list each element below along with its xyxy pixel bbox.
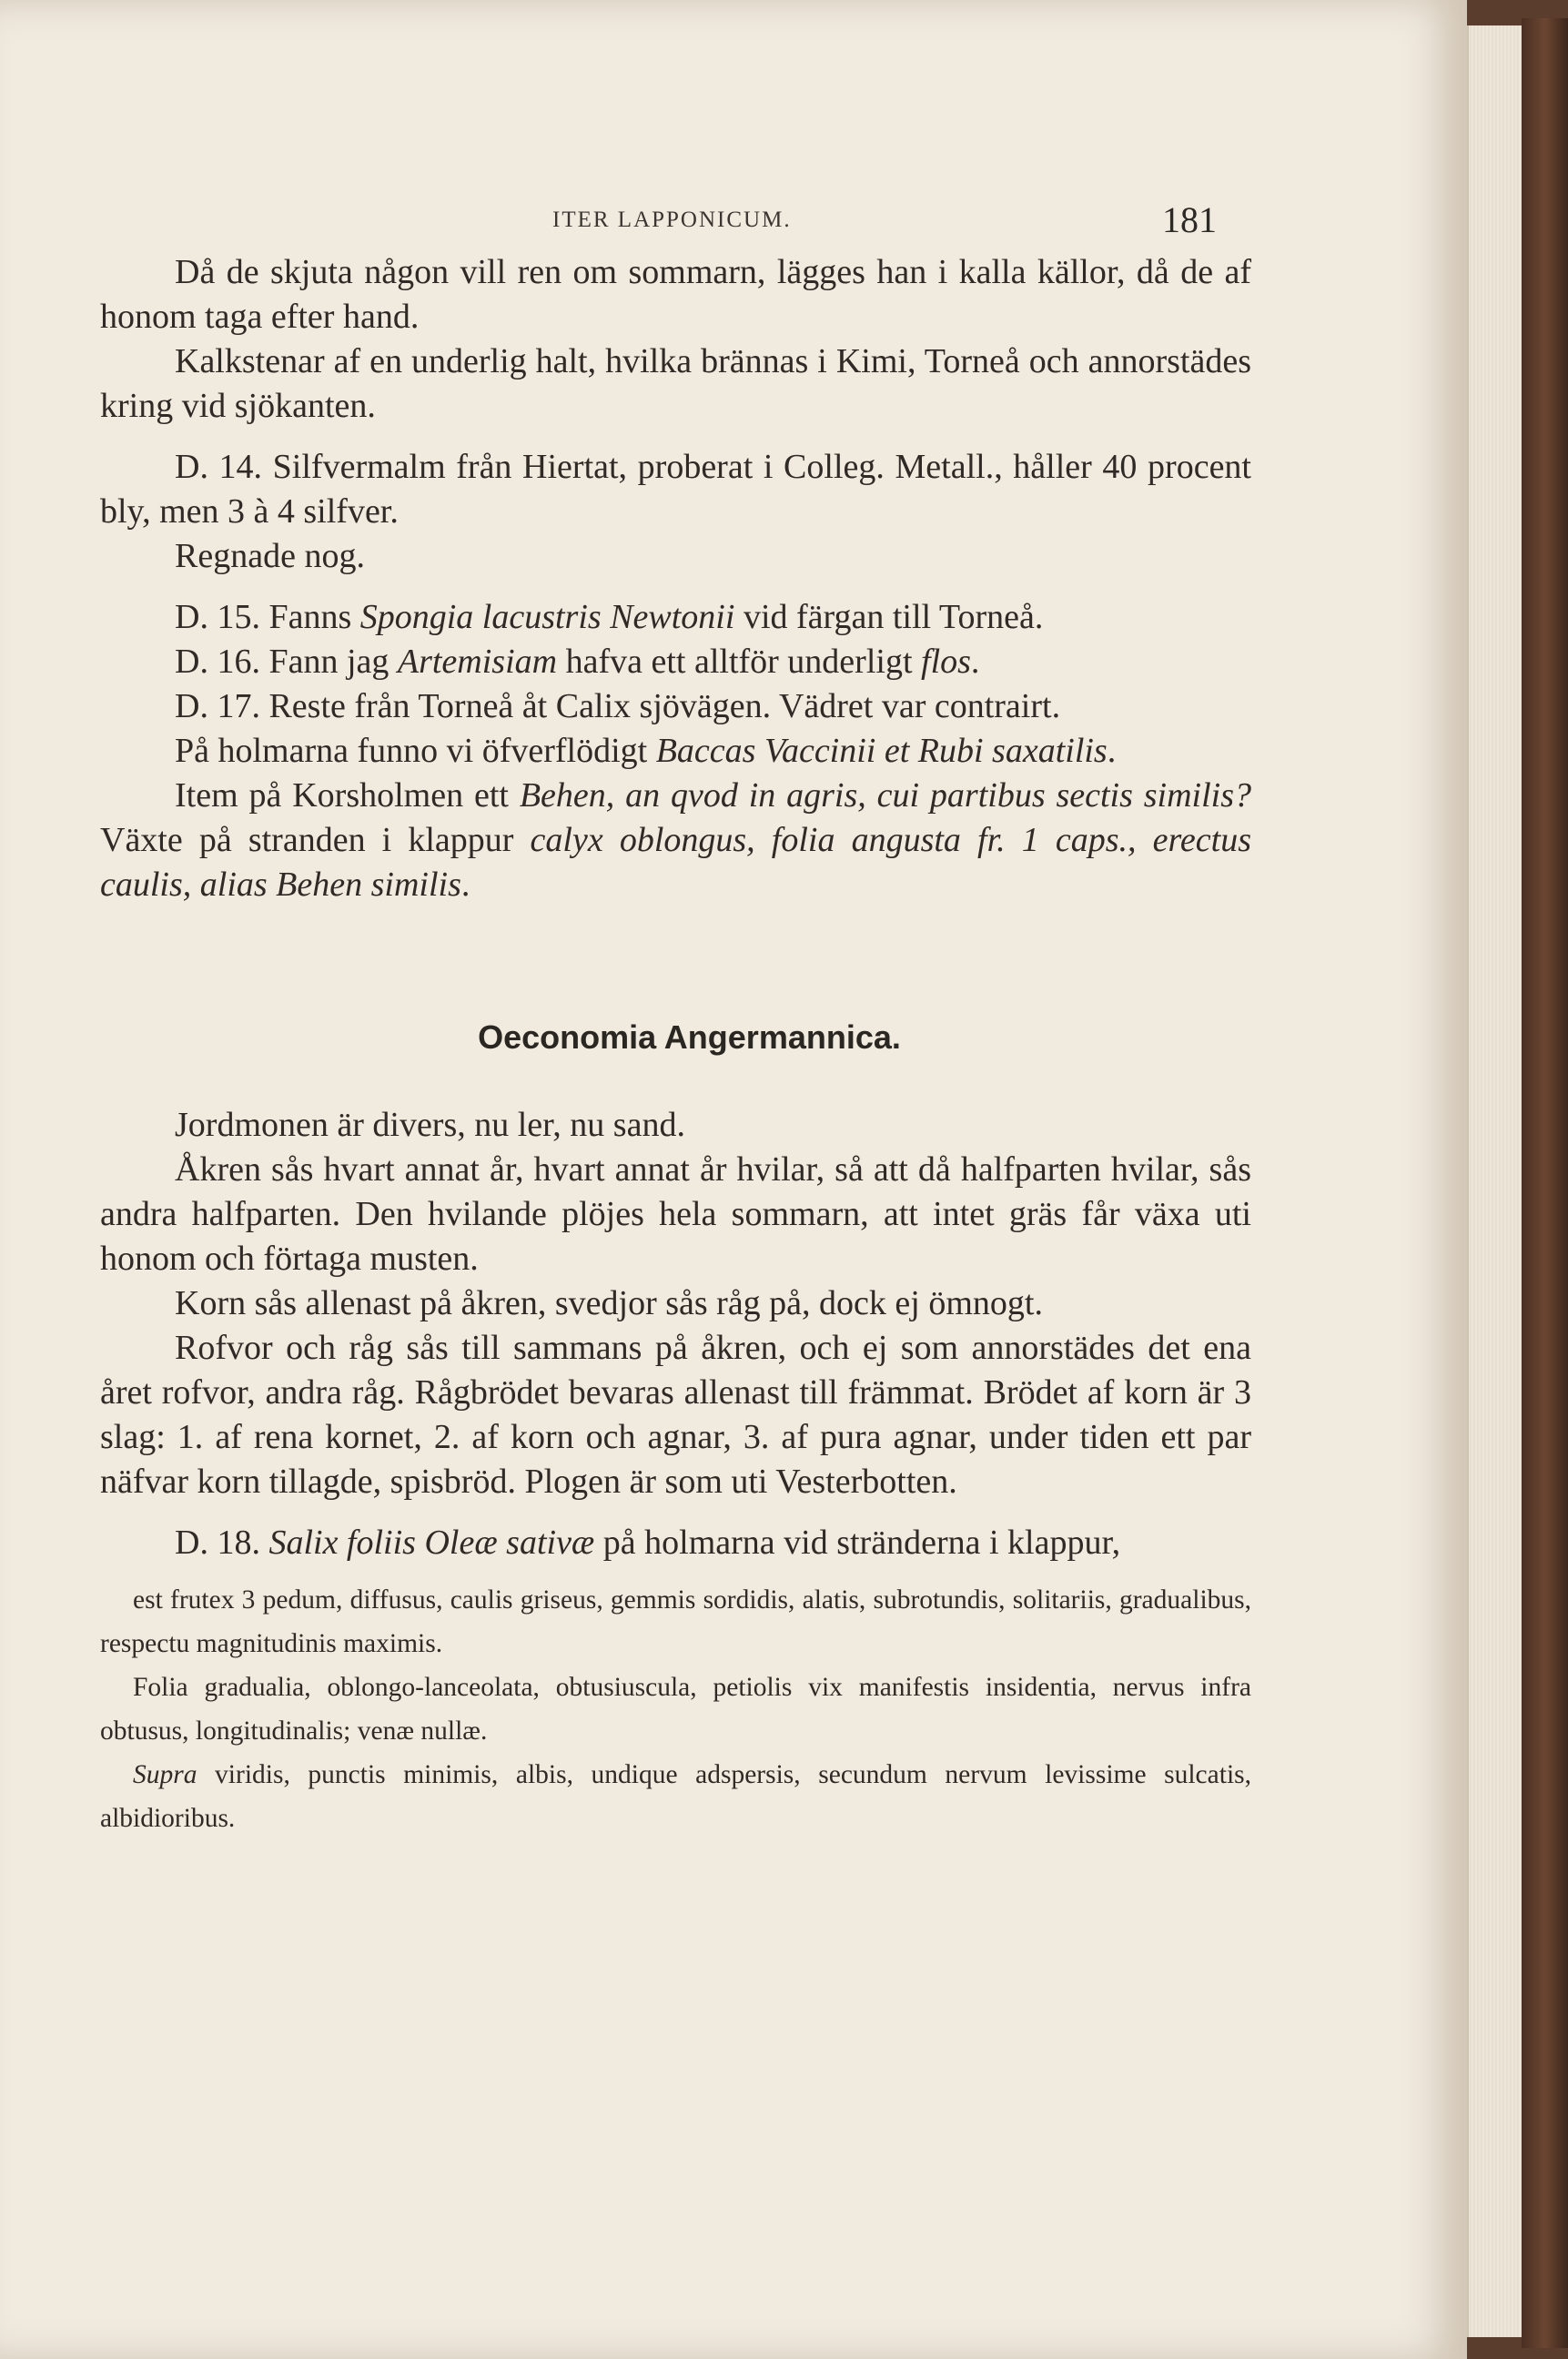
italic-run: Behen, an qvod in agris, cui partibus sectis similis? <box>519 776 1251 815</box>
paragraph: Åkren sås hvart annat år, hvart annat år hvilar, så att då halfparten hvilar, sås andra halfparten. Den hvilande plöjes hela sommarn, att intet gräs får växa uti honom och förtaga musten. <box>100 1150 1251 1278</box>
text-run: . <box>970 643 980 681</box>
italic-run: calyx oblongus, folia angusta fr. 1 caps., erectus caulis, alias Behen similis <box>100 821 1251 904</box>
text-run: D. 15. Fanns <box>175 598 360 636</box>
text-run: vid färgan till Torneå. <box>734 598 1044 636</box>
text-run: på holmarna vid stränderna i klappur, <box>594 1524 1121 1562</box>
italic-run: Salix foliis Oleæ sativæ <box>268 1524 595 1562</box>
italic-run: Spongia lacustris Newtonii <box>359 598 735 636</box>
text-run: På holmarna funno vi öfverflödigt <box>175 732 656 770</box>
paragraph <box>100 1521 1251 1565</box>
text-run: . <box>460 866 470 904</box>
paragraph: Då de skjuta någon vill ren om sommarn, lägges han i kalla källor, då de af honom taga efter hand. <box>100 253 1251 336</box>
text-run: Item på Korsholmen ett <box>175 776 520 815</box>
paragraph <box>100 595 1251 640</box>
italic-run: Baccas Vaccinii et Rubi saxatilis <box>655 732 1108 770</box>
paragraph: Korn sås allenast på åkren, svedjor sås råg på, dock ej ömnogt. <box>175 1284 1043 1322</box>
paragraph <box>100 774 1251 907</box>
text-run: hafva ett alltför underligt <box>557 643 922 681</box>
italic-run: Supra <box>133 1760 197 1789</box>
section-heading: Oeconomia Angermannica. <box>478 1018 901 1056</box>
paragraph: Rofvor och råg sås till sammans på åkren, och ej som annorstädes det ena året rofvor, andra råg. Rågbrödet bevaras allenast till främmat. Brödet af korn är 3 slag: 1. af rena kornet, 2. af korn och agnar, 3. af pura agnar, under tiden ett par näfvar korn tillagde, spisbröd. Plogen är som uti Vesterbotten. <box>100 1329 1251 1501</box>
running-title: ITER LAPPONICUM. <box>552 208 792 232</box>
page-number: 181 <box>1162 199 1217 240</box>
paragraph: D. 14. Silfvermalm från Hiertat, proberat i Colleg. Metall., håller 40 procent bly, men 3 à 4 silfver. <box>100 448 1251 531</box>
page-edges <box>1467 25 1523 2337</box>
paragraph: D. 17. Reste från Torneå åt Calix sjövägen. Vädret var contrairt. <box>175 687 1061 725</box>
paragraph: Kalkstenar af en underlig halt, hvilka brännas i Kimi, Torneå och annorstädes kring vid sjökanten. <box>100 342 1251 425</box>
paragraph: Jordmonen är divers, nu ler, nu sand. <box>175 1106 685 1144</box>
text-run: D. 18. <box>175 1524 269 1562</box>
text-run: . <box>1107 732 1117 770</box>
description-paragraph <box>100 1753 1251 1840</box>
text-run: Växte på stranden i klappur <box>100 821 531 859</box>
text-run: viridis, punctis minimis, albis, undique adspersis, secundum nervum levissime sulcatis, albidioribus. <box>100 1760 1251 1833</box>
italic-run: flos <box>921 643 971 681</box>
book-cover <box>1522 18 1568 2348</box>
description-paragraph: Folia gradualia, oblongo-lanceolata, obtusiuscula, petiolis vix manifestis insidentia, nervus infra obtusus, longitudinalis; venæ nullæ. <box>100 1673 1251 1746</box>
body-text <box>100 250 1251 1840</box>
paragraph <box>100 729 1251 774</box>
text-run: D. 16. Fann jag <box>175 643 398 681</box>
description-block <box>100 1578 1251 1840</box>
paragraph <box>100 640 1251 684</box>
page-header <box>0 198 1467 253</box>
description-paragraph: est frutex 3 pedum, diffusus, caulis griseus, gemmis sordidis, alatis, subrotundis, solitariis, gradualibus, respectu magnitudinis maximis. <box>100 1585 1251 1658</box>
italic-run: Artemisiam <box>397 643 558 681</box>
paragraph: Regnade nog. <box>175 537 365 575</box>
